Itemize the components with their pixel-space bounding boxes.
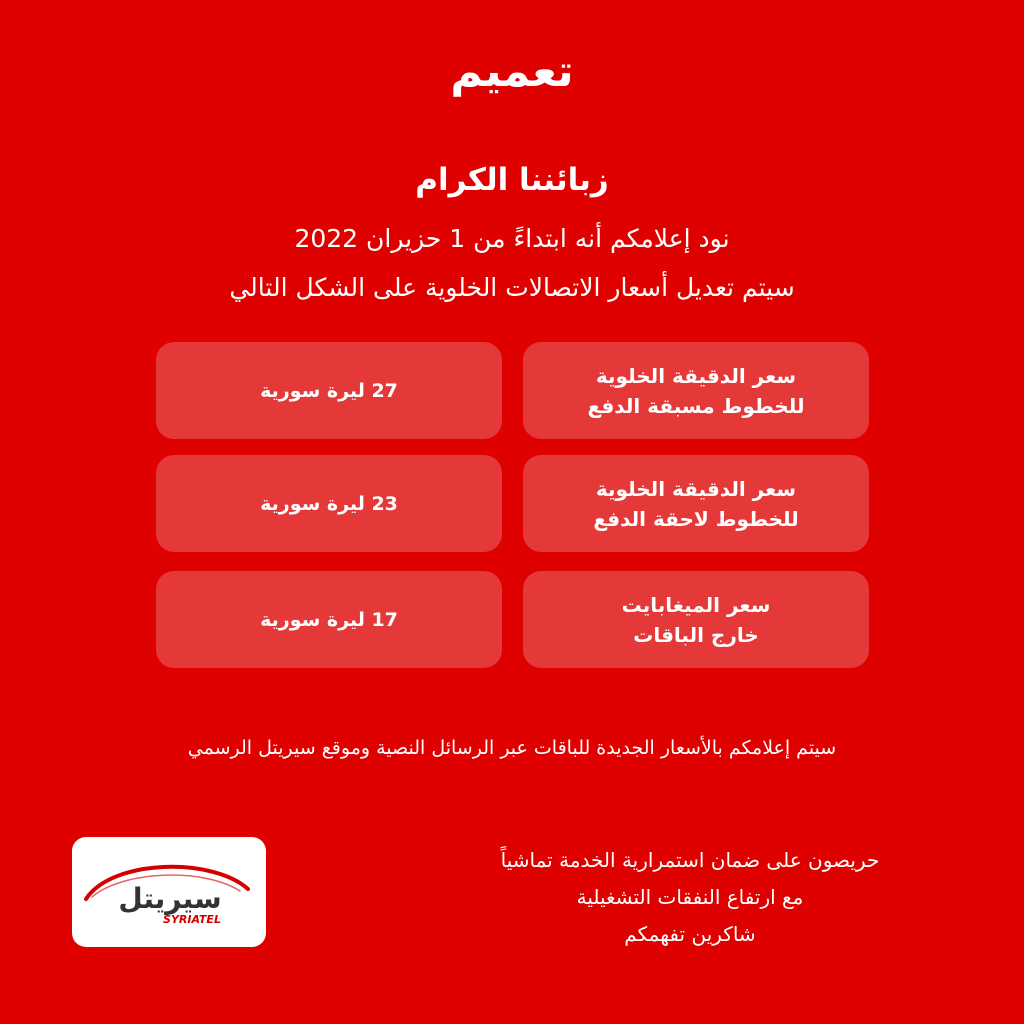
price-label-card-megabyte [523,571,869,668]
price-label-card-postpaid [523,455,869,552]
notice-text: سيتم إعلامكم بالأسعار الجديدة للباقات عبر الرسائل النصية وموقع سيريتل الرسمي [187,737,837,759]
price-label-megabyte: سعر الميغابايت خارج الباقات [621,592,771,647]
closing-line: مع ارتفاع النفقات التشغيلية [576,885,804,909]
price-value-postpaid: 23 ليرة سورية [260,492,398,515]
intro-line-date: نود إعلامكم أنه ابتداءً من 1 حزيران 2022 [294,224,730,253]
closing-line: حريصون على ضمان استمرارية الخدمة تماشياً [500,848,880,872]
page-title: تعميم [450,46,574,97]
price-label-card-prepaid [523,342,869,439]
price-value-card-megabyte [156,571,502,668]
syriatel-logo-icon [72,837,266,947]
logo-arabic-text: سيريتل [118,882,222,915]
logo-latin-text: SYRIATEL [163,913,221,926]
greeting-heading: زبائننا الكرام [415,162,609,198]
price-value-card-prepaid [156,342,502,439]
intro-line-description: سيتم تعديل أسعار الاتصالات الخلوية على الشكل التالي [229,273,795,302]
closing-message [420,842,960,953]
price-label-postpaid: سعر الدقيقة الخلوية للخطوط لاحقة الدفع [593,476,799,531]
price-value-megabyte: 17 ليرة سورية [260,608,398,631]
price-value-prepaid: 27 ليرة سورية [260,379,398,402]
price-label-prepaid: سعر الدقيقة الخلوية للخطوط مسبقة الدفع [587,363,805,418]
price-value-card-postpaid [156,455,502,552]
closing-line: شاكرين تفهمكم [624,922,756,946]
syriatel-logo-card [72,837,266,947]
